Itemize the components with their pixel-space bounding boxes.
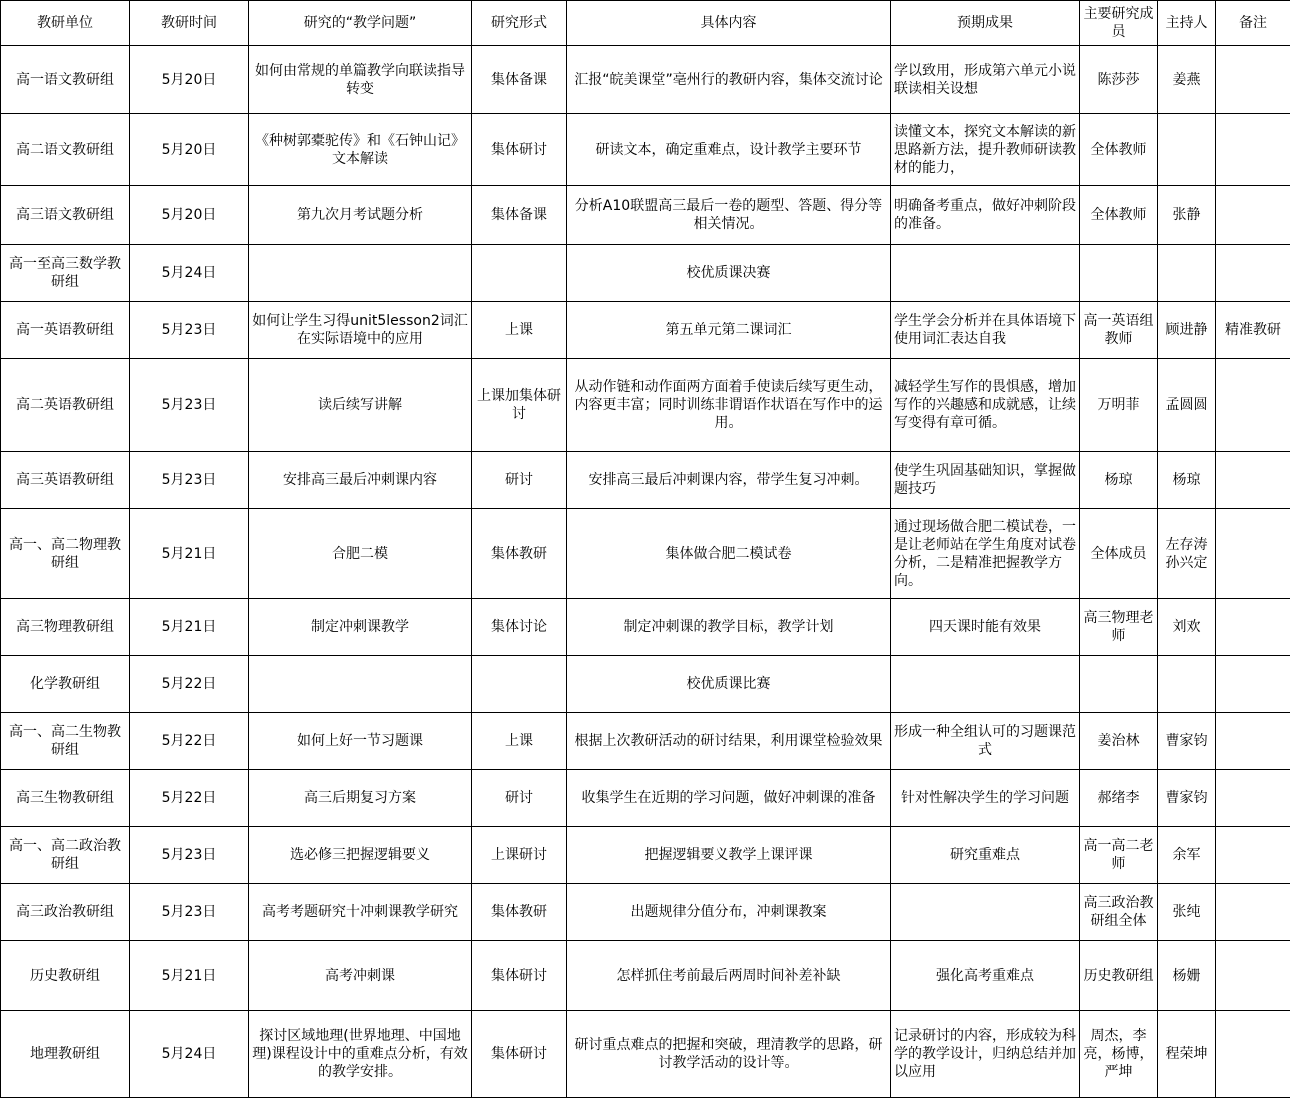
cell-time: 5月23日 [130, 884, 249, 941]
cell-content: 汇报“皖美课堂”亳州行的教研内容，集体交流讨论 [567, 46, 891, 114]
cell-note [1216, 46, 1290, 114]
cell-problem: 第九次月考试题分析 [249, 186, 472, 245]
cell-note: 精准教研 [1216, 302, 1290, 359]
cell-host: 刘欢 [1158, 599, 1216, 656]
cell-unit: 高三生物教研组 [1, 770, 130, 827]
cell-content: 收集学生在近期的学习问题，做好冲刺课的准备 [567, 770, 891, 827]
cell-note [1216, 359, 1290, 452]
cell-unit: 高一英语教研组 [1, 302, 130, 359]
cell-content: 集体做合肥二模试卷 [567, 509, 891, 599]
cell-host: 姜燕 [1158, 46, 1216, 114]
cell-form: 上课 [472, 302, 567, 359]
cell-time: 5月23日 [130, 452, 249, 509]
header-unit: 教研单位 [1, 1, 130, 46]
cell-outcome: 针对性解决学生的学习问题 [891, 770, 1080, 827]
cell-unit: 高二英语教研组 [1, 359, 130, 452]
cell-host: 顾进静 [1158, 302, 1216, 359]
cell-note [1216, 770, 1290, 827]
cell-empty [1158, 245, 1216, 302]
cell-host: 孟圆圆 [1158, 359, 1216, 452]
cell-host: 余军 [1158, 827, 1216, 884]
table-row [1, 46, 1290, 114]
cell-problem: 安排高三最后冲刺课内容 [249, 452, 472, 509]
cell-content: 研读文本，确定重难点，设计教学主要环节 [567, 114, 891, 186]
header-time: 教研时间 [130, 1, 249, 46]
cell-content: 出题规律分值分布，冲刺课教案 [567, 884, 891, 941]
cell-problem: 合肥二模 [249, 509, 472, 599]
cell-unit: 高三政治教研组 [1, 884, 130, 941]
cell-problem: 读后续写讲解 [249, 359, 472, 452]
cell-members: 全体教师 [1080, 186, 1158, 245]
header-form: 研究形式 [472, 1, 567, 46]
cell-members: 陈莎莎 [1080, 46, 1158, 114]
cell-unit: 高三英语教研组 [1, 452, 130, 509]
cell-form: 上课加集体研讨 [472, 359, 567, 452]
cell-form: 集体备课 [472, 46, 567, 114]
cell-time: 5月22日 [130, 656, 249, 713]
cell-outcome: 四天课时能有效果 [891, 599, 1080, 656]
cell-host: 左存涛孙兴定 [1158, 509, 1216, 599]
cell-empty [472, 656, 567, 713]
header-outcome: 预期成果 [891, 1, 1080, 46]
cell-members: 姜治林 [1080, 713, 1158, 770]
cell-unit: 高二语文教研组 [1, 114, 130, 186]
cell-form: 集体研讨 [472, 114, 567, 186]
cell-outcome: 使学生巩固基础知识，掌握做题技巧 [891, 452, 1080, 509]
cell-members: 周杰，李亮，杨博，严坤 [1080, 1011, 1158, 1098]
cell-problem: 选必修三把握逻辑要义 [249, 827, 472, 884]
cell-members: 高三政治教研组全体 [1080, 884, 1158, 941]
cell-content: 把握逻辑要义教学上课评课 [567, 827, 891, 884]
cell-unit: 高一、高二生物教研组 [1, 713, 130, 770]
cell-form: 研讨 [472, 770, 567, 827]
cell-time: 5月21日 [130, 599, 249, 656]
cell-note [1216, 114, 1290, 186]
cell-problem: 如何让学生习得unit5lesson2词汇在实际语境中的应用 [249, 302, 472, 359]
table-row [1, 827, 1290, 884]
cell-empty [1158, 656, 1216, 713]
cell-host: 杨姗 [1158, 941, 1216, 1011]
cell-form: 研讨 [472, 452, 567, 509]
cell-outcome [891, 884, 1080, 941]
table-row [1, 245, 1290, 302]
table-row [1, 656, 1290, 713]
cell-unit: 高三物理教研组 [1, 599, 130, 656]
cell-time: 5月20日 [130, 114, 249, 186]
cell-outcome: 学以致用，形成第六单元小说联读相关设想 [891, 46, 1080, 114]
cell-merged: 校优质课决赛 [567, 245, 891, 302]
cell-empty [891, 245, 1080, 302]
cell-problem: 《种树郭橐驼传》和《石钟山记》文本解读 [249, 114, 472, 186]
cell-content: 制定冲刺课的教学目标，教学计划 [567, 599, 891, 656]
cell-time: 5月24日 [130, 245, 249, 302]
cell-empty [249, 656, 472, 713]
cell-form: 上课研讨 [472, 827, 567, 884]
cell-members: 郝绪李 [1080, 770, 1158, 827]
cell-host: 杨琼 [1158, 452, 1216, 509]
cell-time: 5月20日 [130, 46, 249, 114]
cell-host: 张纯 [1158, 884, 1216, 941]
cell-outcome: 研究重难点 [891, 827, 1080, 884]
cell-time: 5月22日 [130, 713, 249, 770]
cell-time: 5月24日 [130, 1011, 249, 1098]
cell-members: 历史教研组 [1080, 941, 1158, 1011]
cell-form: 集体讨论 [472, 599, 567, 656]
cell-problem: 高三后期复习方案 [249, 770, 472, 827]
cell-problem: 如何由常规的单篇教学向联读指导转变 [249, 46, 472, 114]
cell-host [1158, 114, 1216, 186]
cell-problem: 如何上好一节习题课 [249, 713, 472, 770]
cell-empty [249, 245, 472, 302]
cell-outcome: 通过现场做合肥二模试卷，一是让老师站在学生角度对试卷分析，二是精准把握教学方向。 [891, 509, 1080, 599]
cell-note [1216, 713, 1290, 770]
cell-form: 集体备课 [472, 186, 567, 245]
cell-members: 全体成员 [1080, 509, 1158, 599]
cell-problem: 高考冲刺课 [249, 941, 472, 1011]
cell-note [1216, 884, 1290, 941]
cell-time: 5月23日 [130, 359, 249, 452]
cell-form: 上课 [472, 713, 567, 770]
header-problem: 研究的“教学问题” [249, 1, 472, 46]
cell-form: 集体研讨 [472, 1011, 567, 1098]
header-members: 主要研究成员 [1080, 1, 1158, 46]
cell-content: 怎样抓住考前最后两周时间补差补缺 [567, 941, 891, 1011]
header-note: 备注 [1216, 1, 1290, 46]
cell-form: 集体研讨 [472, 941, 567, 1011]
cell-empty [891, 656, 1080, 713]
cell-note [1216, 827, 1290, 884]
cell-empty [1216, 656, 1290, 713]
table-row [1, 770, 1290, 827]
cell-problem: 探讨区域地理(世界地理、中国地理)课程设计中的重难点分析，有效的教学安排。 [249, 1011, 472, 1098]
table-row [1, 302, 1290, 359]
cell-unit: 高一、高二政治教研组 [1, 827, 130, 884]
cell-outcome: 读懂文本，探究文本解读的新思路新方法，提升教师研读教材的能力， [891, 114, 1080, 186]
cell-unit: 历史教研组 [1, 941, 130, 1011]
cell-outcome: 形成一种全组认可的习题课范式 [891, 713, 1080, 770]
cell-empty [1080, 245, 1158, 302]
cell-time: 5月23日 [130, 302, 249, 359]
cell-content: 从动作链和动作面两方面着手使读后续写更生动，内容更丰富；同时训练非谓语作状语在写作中的运用。 [567, 359, 891, 452]
cell-outcome: 学生学会分析并在具体语境下使用词汇表达自我 [891, 302, 1080, 359]
cell-note [1216, 599, 1290, 656]
cell-note [1216, 1011, 1290, 1098]
cell-time: 5月22日 [130, 770, 249, 827]
cell-host: 曹家钧 [1158, 713, 1216, 770]
table-row [1, 452, 1290, 509]
cell-unit: 高一语文教研组 [1, 46, 130, 114]
table-row [1, 359, 1290, 452]
cell-members: 万明菲 [1080, 359, 1158, 452]
cell-form: 集体教研 [472, 884, 567, 941]
cell-members: 高一高二老师 [1080, 827, 1158, 884]
header-host: 主持人 [1158, 1, 1216, 46]
table-row [1, 1011, 1290, 1098]
cell-outcome: 减轻学生写作的畏惧感，增加写作的兴趣感和成就感，让续写变得有章可循。 [891, 359, 1080, 452]
cell-unit: 高三语文教研组 [1, 186, 130, 245]
cell-members: 杨琼 [1080, 452, 1158, 509]
cell-note [1216, 186, 1290, 245]
cell-outcome: 记录研讨的内容，形成较为科学的教学设计，归纳总结并加以应用 [891, 1011, 1080, 1098]
cell-unit: 高一至高三数学教研组 [1, 245, 130, 302]
cell-members: 高一英语组教师 [1080, 302, 1158, 359]
table-row [1, 114, 1290, 186]
cell-members: 全体教师 [1080, 114, 1158, 186]
cell-merged: 校优质课比赛 [567, 656, 891, 713]
cell-time: 5月23日 [130, 827, 249, 884]
table-row [1, 599, 1290, 656]
header-content: 具体内容 [567, 1, 891, 46]
cell-content: 研讨重点难点的把握和突破，理清教学的思路，研讨教学活动的设计等。 [567, 1011, 891, 1098]
cell-empty [472, 245, 567, 302]
cell-host: 程荣坤 [1158, 1011, 1216, 1098]
cell-content: 第五单元第二课词汇 [567, 302, 891, 359]
cell-time: 5月21日 [130, 509, 249, 599]
cell-time: 5月21日 [130, 941, 249, 1011]
cell-unit: 地理教研组 [1, 1011, 130, 1098]
cell-host: 曹家钧 [1158, 770, 1216, 827]
cell-note [1216, 941, 1290, 1011]
cell-problem: 制定冲刺课教学 [249, 599, 472, 656]
cell-form: 集体教研 [472, 509, 567, 599]
cell-outcome: 明确备考重点，做好冲刺阶段的准备。 [891, 186, 1080, 245]
cell-time: 5月20日 [130, 186, 249, 245]
cell-unit: 化学教研组 [1, 656, 130, 713]
cell-outcome: 强化高考重难点 [891, 941, 1080, 1011]
cell-content: 安排高三最后冲刺课内容，带学生复习冲刺。 [567, 452, 891, 509]
table-row [1, 941, 1290, 1011]
cell-note [1216, 452, 1290, 509]
header-row [1, 1, 1290, 46]
cell-note [1216, 509, 1290, 599]
table-row [1, 884, 1290, 941]
table-row [1, 186, 1290, 245]
cell-unit: 高一、高二物理教研组 [1, 509, 130, 599]
cell-empty [1080, 656, 1158, 713]
cell-problem: 高考考题研究十冲刺课教学研究 [249, 884, 472, 941]
cell-host: 张静 [1158, 186, 1216, 245]
cell-empty [1216, 245, 1290, 302]
table-row [1, 713, 1290, 770]
cell-content: 分析A10联盟高三最后一卷的题型、答题、得分等相关情况。 [567, 186, 891, 245]
cell-members: 高三物理老师 [1080, 599, 1158, 656]
cell-content: 根据上次教研活动的研讨结果，利用课堂检验效果 [567, 713, 891, 770]
table-row [1, 509, 1290, 599]
